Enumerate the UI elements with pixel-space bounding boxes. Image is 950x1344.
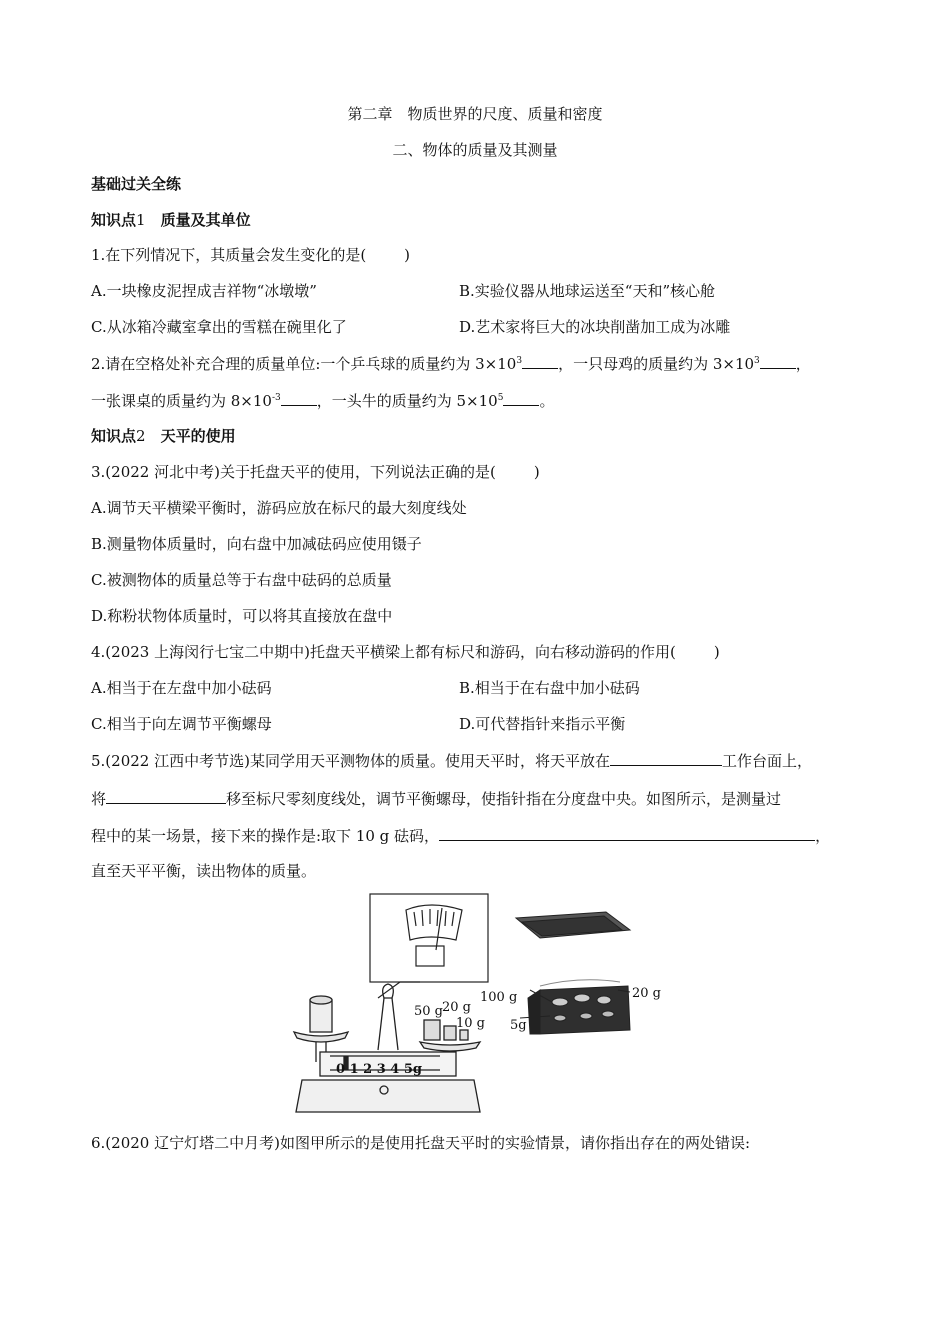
q1-option-d: D.艺术家将巨大的冰块削凿加工成为冰雕 xyxy=(459,318,731,336)
q5-blank-3[interactable] xyxy=(439,825,815,841)
q2-text-3: ， xyxy=(795,355,811,373)
label-20g: 20 g xyxy=(442,1000,471,1015)
q1-close: ) xyxy=(404,246,411,264)
kp2-title: 天平的使用 xyxy=(160,427,236,445)
label-box-5g: 5g xyxy=(510,1018,527,1033)
kp1-title: 质量及其单位 xyxy=(160,211,251,229)
weight-box xyxy=(516,912,630,1034)
q4-close: ) xyxy=(713,643,720,661)
q4-option-c: C.相当于向左调节平衡螺母 xyxy=(91,715,272,733)
q5-text-6: ， xyxy=(815,827,831,845)
q6-stem: 6.(2020 辽宁灯塔二中月考)如图甲所示的是使用托盘天平时的实验情景，请你指出存在的两处错误: xyxy=(91,1134,751,1152)
q4-stem xyxy=(91,642,720,662)
q3-option-c: C.被测物体的质量总等于右盘中砝码的总质量 xyxy=(91,571,392,589)
q4-option-b: B.相当于在右盘中加小砝码 xyxy=(459,679,640,697)
q5-line4: 直至天平平衡，读出物体的质量。 xyxy=(91,862,317,880)
q1-stem-text: 1.在下列情况下，其质量会发生变化的是( xyxy=(91,246,367,264)
q5-line3 xyxy=(91,825,830,846)
q5-blank-1[interactable] xyxy=(610,750,722,766)
label-50g: 50 g xyxy=(414,1004,443,1019)
q3-option-b: B.测量物体质量时，向右盘中加减砝码应使用镊子 xyxy=(91,535,422,553)
q2-text-6: 。 xyxy=(539,392,555,410)
q2-blank-1[interactable] xyxy=(522,353,558,369)
balance-illustration xyxy=(290,890,670,1120)
balance-figure xyxy=(290,890,670,1120)
q3-close: ) xyxy=(533,463,540,481)
q5-text-1: 5.(2022 江西中考节选)某同学用天平测物体的质量。使用天平时，将天平放在 xyxy=(91,752,610,770)
label-10g: 10 g xyxy=(456,1016,485,1031)
label-scale: 0 1 2 3 4 5g xyxy=(336,1062,422,1077)
q2-blank-4[interactable] xyxy=(503,390,539,406)
q5-text-4: 移至标尺零刻度线处，调节平衡螺母，使指针指在分度盘中央。如图所示，是测量过 xyxy=(226,790,782,808)
kp2-num: 2 xyxy=(136,427,146,445)
q3-stem-text: 3.(2022 河北中考)关于托盘天平的使用，下列说法正确的是( xyxy=(91,463,496,481)
q5-line1 xyxy=(91,750,812,771)
dial-callout xyxy=(370,894,488,998)
label-box-100g: 100 g xyxy=(480,990,518,1005)
q5-text-3: 将 xyxy=(91,790,107,808)
q2-blank-3[interactable] xyxy=(281,390,317,406)
q1-stem xyxy=(91,245,410,265)
q2-exp-2: 3 xyxy=(754,356,760,366)
q3-option-d: D.称粉状物体质量时，可以将其直接放在盘中 xyxy=(91,607,393,625)
q5-blank-2[interactable] xyxy=(106,788,226,804)
practice-title: 基础过关全练 xyxy=(91,175,182,193)
q2-text-1: 2.请在空格处补充合理的质量单位:一个乒乓球的质量约为 3×10 xyxy=(91,355,517,373)
q1-option-b: B.实验仪器从地球运送至“天和”核心舱 xyxy=(459,282,716,300)
q2-exp-3: -3 xyxy=(271,393,281,403)
kp1-label: 知识点 xyxy=(91,211,137,229)
q2-exp-4: 5 xyxy=(497,393,504,403)
q4-option-a: A.相当于在左盘中加小砝码 xyxy=(91,679,272,697)
q5-text-2: 工作台面上， xyxy=(721,752,812,770)
q2-text-5: ，一头牛的质量约为 5×10 xyxy=(316,392,498,410)
section-title: 二、物体的质量及其测量 xyxy=(392,141,558,159)
q2-text-2: ，一只母鸡的质量约为 3×10 xyxy=(558,355,755,373)
q1-option-a: A.一块橡皮泥捏成吉祥物“冰墩墩” xyxy=(91,282,317,300)
q2-exp-1: 3 xyxy=(516,356,523,366)
q1-options-row1 xyxy=(91,281,317,301)
q2-blank-2[interactable] xyxy=(760,353,796,369)
chapter-title: 第二章 物质世界的尺度、质量和密度 xyxy=(347,105,603,123)
q1-option-c: C.从冰箱冷藏室拿出的雪糕在碗里化了 xyxy=(91,318,347,336)
kp2-label: 知识点 xyxy=(91,427,137,445)
q3-stem xyxy=(91,462,540,482)
q2-line1 xyxy=(91,353,811,374)
kp1-num: 1 xyxy=(136,211,146,229)
q5-text-5: 程中的某一场景，接下来的操作是:取下 10 g 砝码， xyxy=(91,827,440,845)
q2-line2 xyxy=(91,390,554,411)
q4-stem-text: 4.(2023 上海闵行七宝二中期中)托盘天平横梁上都有标尺和游码，向右移动游码的作用( xyxy=(91,643,676,661)
knowledge-point-1 xyxy=(91,210,251,230)
label-box-20g: 20 g xyxy=(632,986,661,1001)
q4-option-d: D.可代替指针来指示平衡 xyxy=(459,715,626,733)
knowledge-point-2 xyxy=(91,426,236,446)
q3-option-a: A.调节天平横梁平衡时，游码应放在标尺的最大刻度线处 xyxy=(91,499,467,517)
q5-line2 xyxy=(91,788,781,809)
q2-text-4: 一张课桌的质量约为 8×10 xyxy=(91,392,272,410)
